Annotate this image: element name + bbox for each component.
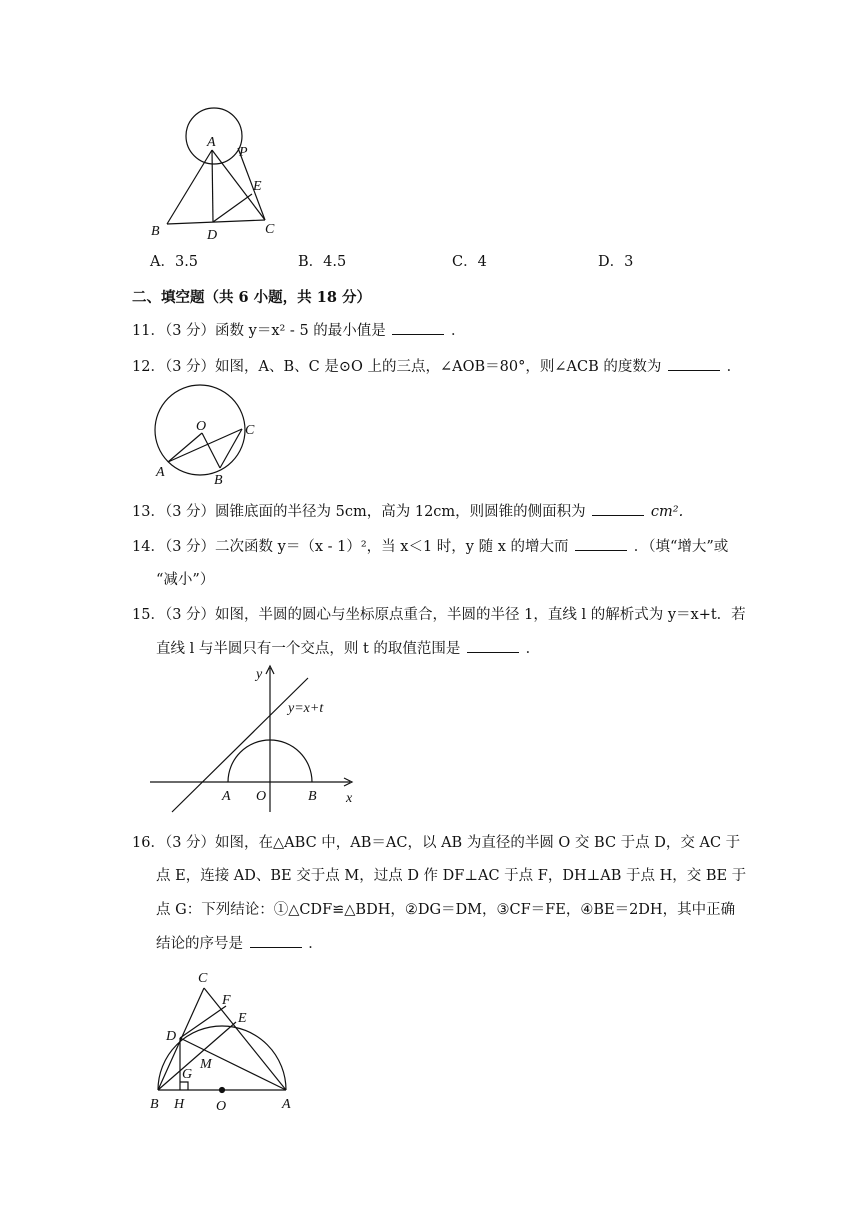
q14-line1 [132, 535, 728, 556]
fig12-label-b: B [214, 473, 223, 488]
fig15-line-l [172, 678, 308, 812]
fig10-label-d: D [207, 228, 218, 243]
fig16-label-f: F [222, 993, 231, 1008]
q16-line3: 点 G：下列结论：①△CDF≌△BDH，②DG＝DM，③CF＝FE，④BE＝2DH，其中正确 [156, 902, 736, 918]
fig10-label-a: A [207, 135, 216, 150]
fig12-label-a: A [156, 465, 165, 480]
q15-line1: 15．（3 分）如图，半圆的圆心与坐标原点重合，半圆的半径 1，直线 l 的解析式为 y＝x+t．若 [132, 607, 746, 623]
q16-line1: 16．（3 分）如图，在△ABC 中，AB＝AC，以 AB 为直径的半圆 O 交 BC 于点 D，交 AC 于 [132, 835, 741, 851]
q11 [132, 319, 466, 340]
fig16-label-d: D [166, 1029, 177, 1044]
fig15-label-b: B [308, 789, 317, 804]
q10-option-a: A．3.5 [150, 254, 199, 270]
fig12-ob [202, 433, 220, 468]
q11-end: ． [451, 323, 466, 339]
fig15-label-o: O [256, 789, 267, 804]
q12-end: ． [726, 359, 742, 375]
fig10-label-e: E [253, 179, 262, 194]
fig10-label-c: C [265, 222, 275, 237]
fig10-ad [212, 150, 213, 222]
fig12-oa [168, 433, 202, 462]
fig16-label-b: B [150, 1097, 159, 1112]
q15-blank[interactable] [467, 638, 519, 654]
q12-figure [148, 384, 268, 490]
q12 [132, 355, 741, 376]
q16-line2: 点 E，连接 AD、BE 交于点 M，过点 D 作 DF⊥AC 于点 F，DH⊥AB 于点 H，交 BE 于 [156, 868, 747, 884]
fig10-ab [167, 150, 212, 224]
q16-figure [148, 966, 308, 1112]
q13-blank[interactable] [592, 501, 644, 517]
q15-figure [150, 660, 365, 815]
q16-line4 [156, 932, 323, 953]
fig16-label-m: M [200, 1057, 212, 1072]
q10-option-c: C．4 [452, 254, 487, 270]
q15-line2 [156, 637, 540, 658]
fig16-label-g: G [182, 1067, 193, 1082]
fig16-label-e: E [238, 1011, 247, 1026]
q16-blank[interactable] [250, 933, 302, 949]
q14-end: ．（填“增大”或 [633, 539, 729, 555]
section-title: 二、填空题（共 6 小题，共 18 分） [132, 289, 371, 306]
fig16-label-h: H [174, 1097, 185, 1112]
fig12-label-o: O [196, 419, 207, 434]
fig15-label-eq: y=x+t [288, 701, 324, 716]
q10-option-b: B．4.5 [298, 254, 347, 270]
q14-line2: “减小”） [156, 572, 215, 588]
fig10-label-b: B [151, 224, 160, 239]
q13-end: cm². [650, 504, 684, 520]
q14-text: 14．（3 分）二次函数 y＝（x - 1）²，当 x＜1 时，y 随 x 的增大而 [132, 539, 569, 555]
q15-text: 直线 l 与半圆只有一个交点，则 t 的取值范围是 [156, 641, 461, 657]
fig15-label-a: A [222, 789, 231, 804]
q14-blank[interactable] [575, 536, 627, 552]
q15-end: ． [525, 641, 541, 657]
q16-text: 结论的序号是 [156, 936, 243, 952]
q11-blank[interactable] [392, 320, 444, 336]
fig15-label-y: y [256, 667, 263, 682]
fig16-center-dot [220, 1088, 225, 1093]
fig16-df [180, 1006, 226, 1038]
fig16-label-o: O [216, 1099, 227, 1114]
q13 [132, 500, 683, 521]
q10-figure [145, 108, 275, 243]
fig12-label-c: C [245, 423, 255, 438]
q11-text: 11．（3 分）函数 y＝x² - 5 的最小值是 [132, 323, 386, 339]
q10-option-d: D．3 [598, 254, 634, 270]
fig16-label-c: C [198, 971, 208, 986]
fig16-right-angle [180, 1082, 188, 1090]
fig16-label-a: A [282, 1097, 291, 1112]
q12-text: 12．（3 分）如图，A、B、C 是⊙O 上的三点，∠AOB＝80°，则∠ACB 的度数为 [132, 359, 662, 375]
fig15-label-x: x [346, 791, 353, 806]
fig10-bc [167, 220, 265, 224]
fig16-ad [180, 1038, 286, 1090]
q13-text: 13．（3 分）圆锥底面的半径为 5cm，高为 12cm，则圆锥的侧面积为 [132, 504, 586, 520]
fig10-label-p: P [239, 145, 248, 160]
q16-end: ． [308, 936, 323, 952]
q12-blank[interactable] [668, 356, 720, 372]
fig10-de [213, 194, 252, 222]
